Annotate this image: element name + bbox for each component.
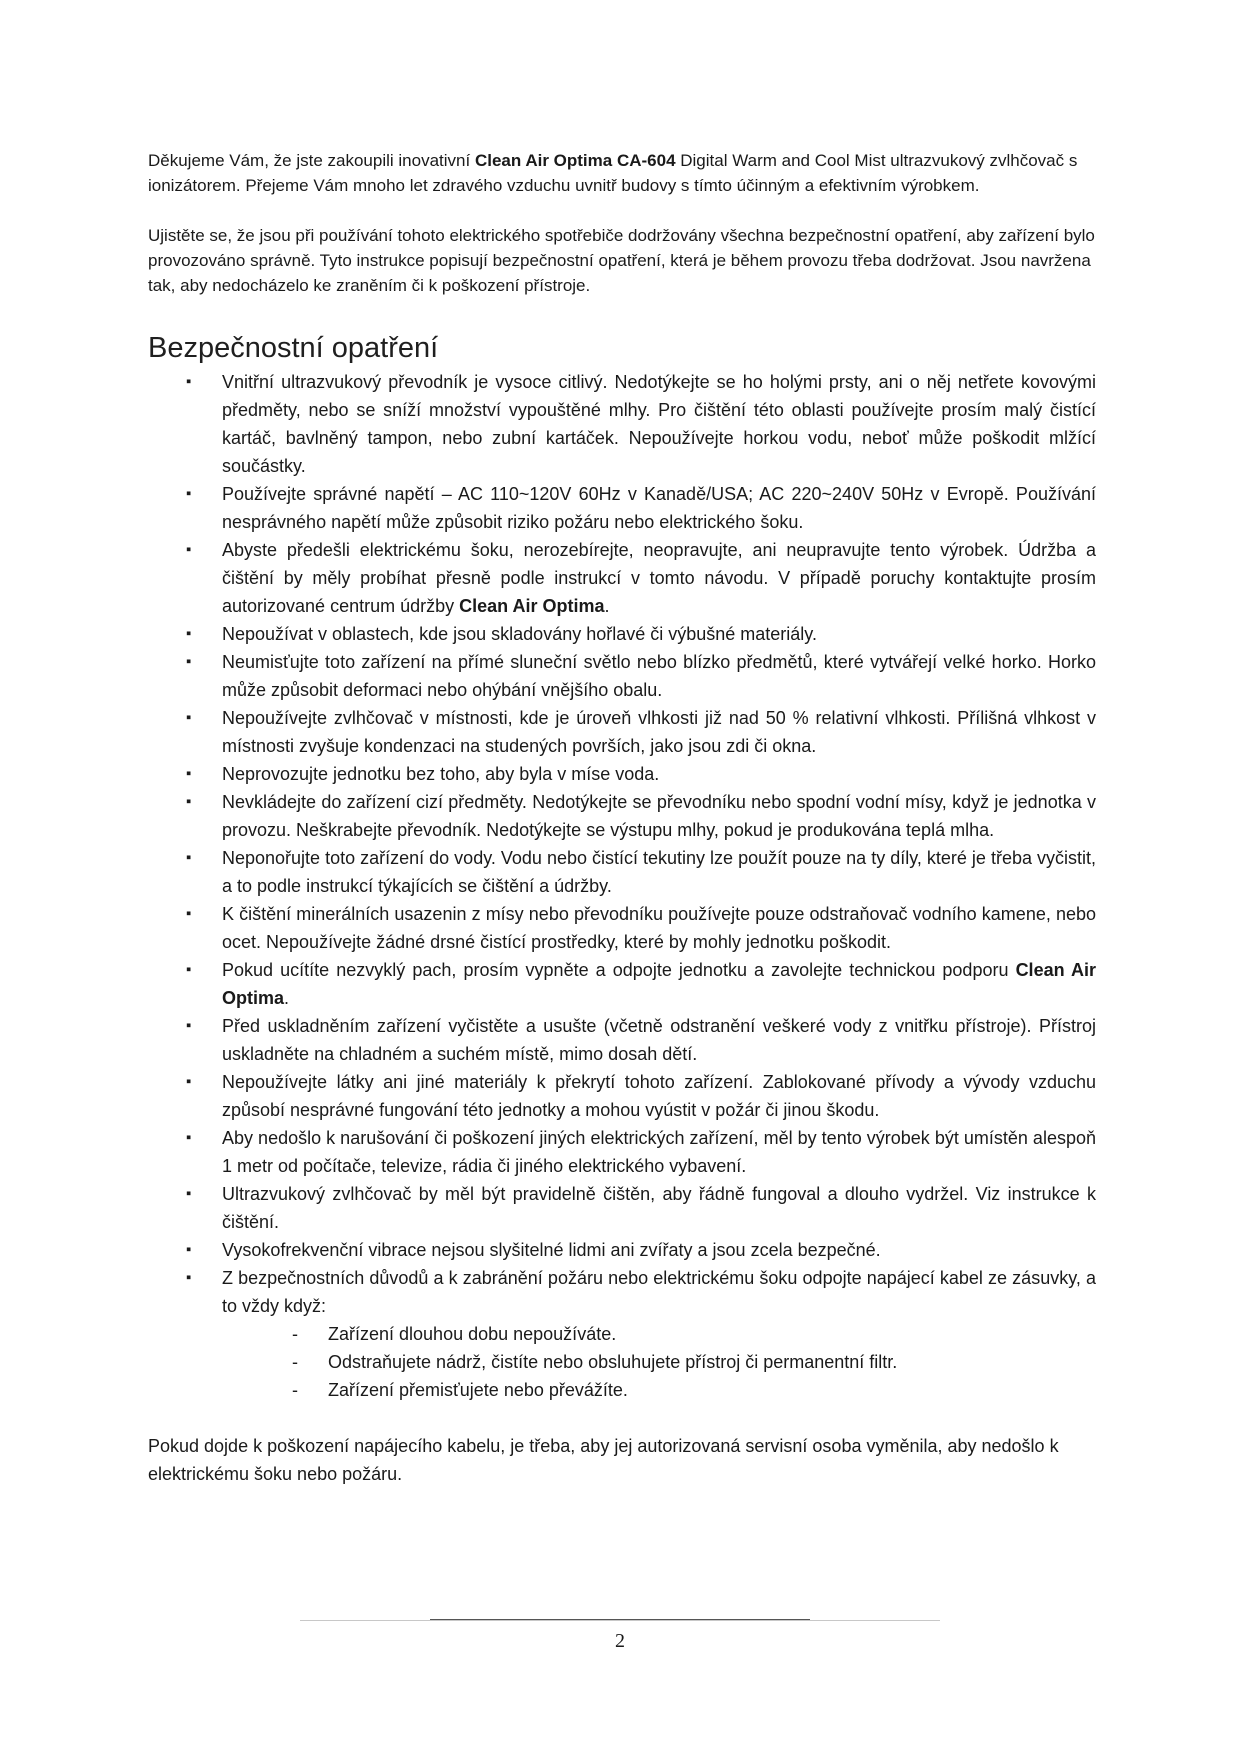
list-item-text: .: [284, 988, 290, 1008]
list-item: [148, 536, 1096, 620]
list-item: ▪ Před uskladněním zařízení vyčistěte a usušte (včetně odstranění veškeré vody z vnitřku přístroje). Přístroj uskladněte na chladném a suchém místě, mimo dosah dětí.: [148, 1012, 1096, 1068]
list-item: ▪ Nepoužívejte látky ani jiné materiály k překrytí tohoto zařízení. Zablokované přívody a vývody vzduchu způsobí nesprávné fungování této jednotky a mohou vyústit v požár či jinou škodu.: [148, 1068, 1096, 1124]
sub-list: [222, 1320, 1096, 1404]
page-number: 2: [615, 1630, 625, 1652]
brand-name: Clean Air Optima: [222, 960, 1097, 1008]
list-item: ▪ Neprovozujte jednotku bez toho, aby byla v míse voda.: [148, 760, 1096, 788]
list-item-text: Pokud ucítíte nezvyklý pach, prosím vypněte a odpojte jednotku a zavolejte technickou podporu: [222, 960, 1016, 980]
safety-list: [148, 368, 1096, 1404]
footer-divider: [300, 1620, 940, 1621]
list-item: ▪ K čištění minerálních usazenin z mísy nebo převodníku používejte pouze odstraňovač vodního kamene, nebo ocet. Nepoužívejte žádné drsné čistící prostředky, které by mohly jednotku poškodit.: [148, 900, 1096, 956]
intro-paragraph-2: Ujistěte se, že jsou při používání tohoto elektrického spotřebiče dodržovány všechna bezpečnostní opatření, aby zařízení bylo provozováno správně. Tyto instrukce popisují bezpečnostní opatření, která je během provozu třeba dodržovat. Jsou navržena tak, aby nedocházelo ke zraněním či k poškození přístroje.: [148, 226, 1095, 295]
product-name: Clean Air Optima CA-604: [474, 151, 676, 170]
sub-list-item: - Zařízení dlouhou dobu nepoužíváte.: [222, 1320, 1096, 1348]
list-item: ▪ Vysokofrekvenční vibrace nejsou slyšitelné lidmi ani zvířaty a jsou zcela bezpečné.: [148, 1236, 1096, 1264]
list-item: [148, 956, 1096, 1012]
list-item: ▪ Používejte správné napětí – AC 110~120V 60Hz v Kanadě/USA; AC 220~240V 50Hz v Evropě. Používání nesprávného napětí může způsobit riziko požáru nebo elektrického šoku.: [148, 480, 1096, 536]
intro-paragraph-1: [148, 148, 1096, 198]
brand-name: Clean Air Optima: [459, 596, 605, 616]
list-item: ▪ Nevkládejte do zařízení cizí předměty. Nedotýkejte se převodníku nebo spodní vodní mísy, když je jednotka v provozu. Neškrabejte převodník. Nedotýkejte se výstupu mlhy, pokud je produkována teplá mlha.: [148, 788, 1096, 844]
intro-text: Digital Warm and Cool Mist ultrazvukový zvlhčovač s ionizátorem. Přejeme Vám mnoho let zdravého vzduchu uvnitř budovy s tímto účinným a efektivním výrobkem.: [148, 151, 1078, 195]
closing-paragraph: Pokud dojde k poškození napájecího kabelu, je třeba, aby jej autorizovaná servisní osoba vyměnila, aby nedošlo k elektrickému šoku nebo požáru.: [148, 1436, 1059, 1484]
page-content: [148, 148, 1096, 1488]
list-item: ▪ Aby nedošlo k narušování či poškození jiných elektrických zařízení, měl by tento výrobek být umístěn alespoň 1 metr od počítače, televize, rádia či jiného elektrického vybavení.: [148, 1124, 1096, 1180]
footer-divider-accent: [430, 1619, 810, 1620]
list-item: ▪ Vnitřní ultrazvukový převodník je vysoce citlivý. Nedotýkejte se ho holými prsty, ani o něj netřete kovovými předměty, nebo se sníží množství vypouštěné mlhy. Pro čištění této oblasti používejte prosím malý čistící kartáč, bavlněný tampon, nebo zubní kartáček. Nepoužívejte horkou vodu, neboť může poškodit mlžící součástky.: [148, 368, 1096, 480]
list-item: ▪ Neumisťujte toto zařízení na přímé sluneční světlo nebo blízko předmětů, které vytvářejí velké horko. Horko může způsobit deformaci nebo ohýbání vnějšího obalu.: [148, 648, 1096, 704]
list-item: [148, 1264, 1096, 1404]
sub-list-item: - Odstraňujete nádrž, čistíte nebo obsluhujete přístroj či permanentní filtr.: [222, 1348, 1096, 1376]
list-item-text: .: [604, 596, 610, 616]
sub-list-item: - Zařízení přemisťujete nebo převážíte.: [222, 1376, 1096, 1404]
list-item: ▪ Neponořujte toto zařízení do vody. Vodu nebo čistící tekutiny lze použít pouze na ty díly, které je třeba vyčistit, a to podle instrukcí týkajících se čištění a údržby.: [148, 844, 1096, 900]
intro-text: Děkujeme Vám, že jste zakoupili inovativní: [148, 151, 475, 170]
list-item: ▪ Nepoužívat v oblastech, kde jsou skladovány hořlavé či výbušné materiály.: [148, 620, 1096, 648]
list-item: ▪ Ultrazvukový zvlhčovač by měl být pravidelně čištěn, aby řádně fungoval a dlouho vydržel. Viz instrukce k čištění.: [148, 1180, 1096, 1236]
list-item-text: Z bezpečnostních důvodů a k zabránění požáru nebo elektrickému šoku odpojte napájecí kabel ze zásuvky, a to vždy když:: [222, 1268, 1096, 1316]
list-item: ▪ Nepoužívejte zvlhčovač v místnosti, kde je úroveň vlhkosti již nad 50 % relativní vlhkosti. Přílišná vlhkost v místnosti zvyšuje kondenzaci na studených površích, jako jsou zdi či okna.: [148, 704, 1096, 760]
section-heading: Bezpečnostní opatření: [148, 332, 439, 364]
list-item-text: Abyste předešli elektrickému šoku, nerozebírejte, neopravujte, ani neupravujte tento výrobek. Údržba a čištění by měly probíhat přesně podle instrukcí v tomto návodu. V případě poruchy kontaktujte prosím autorizované centrum údržby: [222, 540, 1096, 616]
